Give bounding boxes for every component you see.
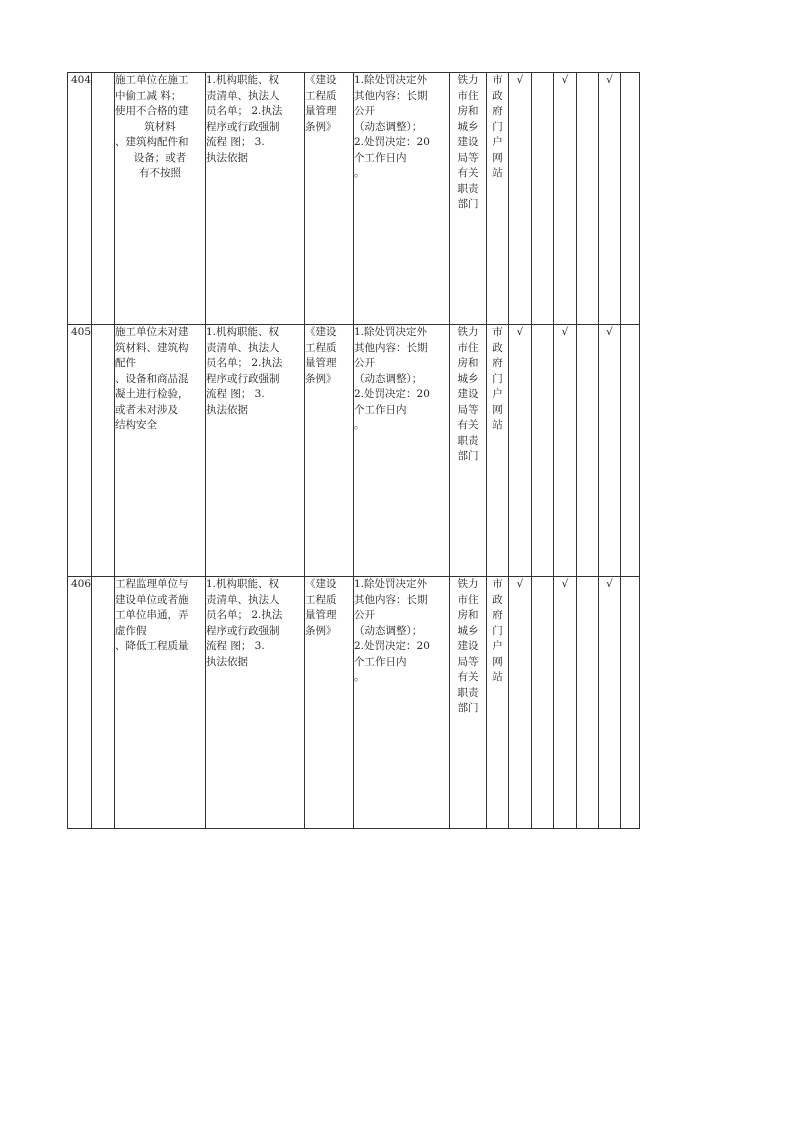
subject_org-line: 局等 bbox=[457, 403, 479, 416]
content-line: 1.机构职能、权 bbox=[206, 74, 280, 86]
check-cell bbox=[621, 325, 640, 577]
subject_org-line: 市住 bbox=[457, 89, 479, 102]
subject-line: 施工单位在施工 bbox=[115, 74, 189, 86]
basis-line: 条例》 bbox=[305, 372, 337, 385]
check-cell: √ bbox=[554, 577, 577, 829]
channel-char: 市 bbox=[492, 578, 503, 590]
subject-line: 设备；或者 bbox=[133, 151, 187, 164]
subject-line: 、降低工程质量 bbox=[115, 640, 189, 652]
content-line: 责清单、执法人 bbox=[206, 89, 280, 102]
basis-line: 条例》 bbox=[305, 120, 337, 133]
check-cell: √ bbox=[509, 325, 532, 577]
period-line: （动态调整）； bbox=[354, 624, 423, 637]
subject-cell bbox=[115, 577, 206, 829]
period-line: 2.处罚决定：20 bbox=[354, 388, 430, 400]
channel-char: 户 bbox=[492, 640, 503, 652]
channel-char: 政 bbox=[492, 341, 503, 354]
channel-char: 网 bbox=[492, 655, 503, 668]
content-line: 流程 图； 3. bbox=[206, 388, 265, 400]
basis-cell bbox=[305, 73, 354, 325]
subject-org-cell bbox=[450, 325, 487, 577]
period-line: 2.处罚决定：20 bbox=[354, 640, 430, 652]
channel-char: 府 bbox=[492, 609, 503, 621]
period-line: 公开 bbox=[354, 105, 375, 117]
content-line: 流程 图； 3. bbox=[206, 640, 265, 652]
content-line: 执法依据 bbox=[206, 655, 248, 668]
subject-line: 虚作假 bbox=[115, 624, 147, 637]
table-row bbox=[68, 577, 640, 829]
content-line: 责清单、执法人 bbox=[206, 341, 280, 354]
channel-cell bbox=[487, 577, 509, 829]
basis-line: 《建设 bbox=[305, 578, 337, 590]
period-line: （动态调整）； bbox=[354, 120, 423, 133]
spacer-cell bbox=[92, 577, 115, 829]
channel-char: 门 bbox=[492, 624, 503, 637]
subject_org-line: 职责 bbox=[457, 182, 479, 195]
subject-line: 筑材料、建筑构 bbox=[115, 341, 189, 354]
basis-line: 工程质 bbox=[305, 593, 337, 606]
period-cell bbox=[354, 73, 450, 325]
subject-line: 有不按照 bbox=[139, 167, 181, 179]
channel-char: 网 bbox=[492, 151, 503, 164]
subject_org-line: 局等 bbox=[457, 655, 479, 668]
period-line: 其他内容：长期 bbox=[354, 593, 428, 606]
subject_org-line: 建设 bbox=[457, 640, 479, 652]
subject-line: 结构安全 bbox=[115, 419, 157, 431]
subject_org-line: 房和 bbox=[457, 609, 479, 621]
content-line: 员名单； 2.执法 bbox=[206, 609, 283, 621]
channel-char: 市 bbox=[492, 326, 503, 338]
subject-line: 工程监理单位与 bbox=[115, 578, 189, 590]
check-cell: √ bbox=[509, 577, 532, 829]
row-number: 406 bbox=[68, 577, 92, 829]
content-line: 1.机构职能、权 bbox=[206, 326, 280, 338]
subject-line: 工单位串通，弄 bbox=[115, 609, 189, 621]
content-line: 1.机构职能、权 bbox=[206, 578, 280, 590]
period-line: 公开 bbox=[354, 357, 375, 369]
content-line: 程序或行政强制 bbox=[206, 372, 280, 385]
spacer-cell bbox=[92, 73, 115, 325]
channel-char: 站 bbox=[492, 167, 503, 179]
period-line: 。 bbox=[354, 419, 365, 431]
basis-line: 工程质 bbox=[305, 89, 337, 102]
subject_org-line: 有关 bbox=[457, 419, 479, 431]
check-cell: √ bbox=[599, 325, 621, 577]
subject_org-line: 局等 bbox=[457, 151, 479, 164]
row-number: 405 bbox=[68, 325, 92, 577]
subject-line: 中偷工减 料； bbox=[115, 89, 182, 102]
check-cell: √ bbox=[599, 577, 621, 829]
table-row bbox=[68, 73, 640, 325]
content-line: 员名单； 2.执法 bbox=[206, 357, 283, 369]
period-cell bbox=[354, 325, 450, 577]
channel-char: 门 bbox=[492, 372, 503, 385]
period-line: 其他内容：长期 bbox=[354, 341, 428, 354]
subject-line: 施工单位未对建 bbox=[115, 326, 189, 338]
disclosure-table bbox=[67, 72, 640, 829]
period-cell bbox=[354, 577, 450, 829]
subject_org-line: 职责 bbox=[457, 686, 479, 699]
subject-line: 筑材料 bbox=[144, 120, 176, 133]
basis-line: 《建设 bbox=[305, 326, 337, 338]
period-line: 个工作日内 bbox=[354, 403, 407, 416]
subject-cell bbox=[115, 325, 206, 577]
content-line: 程序或行政强制 bbox=[206, 120, 280, 133]
subject_org-line: 建设 bbox=[457, 388, 479, 400]
basis-line: 量管理 bbox=[305, 357, 337, 369]
table-row bbox=[68, 325, 640, 577]
subject-line: 配件 bbox=[115, 357, 136, 369]
period-line: 个工作日内 bbox=[354, 151, 407, 164]
content-cell bbox=[206, 577, 305, 829]
subject_org-line: 市住 bbox=[457, 341, 479, 354]
channel-char: 府 bbox=[492, 357, 503, 369]
subject_org-line: 有关 bbox=[457, 671, 479, 683]
period-line: 1.除处罚决定外 bbox=[354, 578, 428, 590]
subject-cell bbox=[115, 73, 206, 325]
row-number: 404 bbox=[68, 73, 92, 325]
channel-char: 政 bbox=[492, 89, 503, 102]
check-cell bbox=[621, 577, 640, 829]
basis-line: 《建设 bbox=[305, 74, 337, 86]
period-line: （动态调整）； bbox=[354, 372, 423, 385]
check-cell: √ bbox=[599, 73, 621, 325]
subject_org-line: 建设 bbox=[457, 136, 479, 148]
channel-char: 站 bbox=[492, 671, 503, 683]
period-line: 其他内容：长期 bbox=[354, 89, 428, 102]
content-line: 流程 图； 3. bbox=[206, 136, 265, 148]
subject_org-line: 城乡 bbox=[457, 624, 479, 637]
period-line: 2.处罚决定：20 bbox=[354, 136, 430, 148]
basis-line: 工程质 bbox=[305, 341, 337, 354]
subject-line: 、建筑构配件和 bbox=[115, 136, 189, 148]
subject-line: 凝土进行检验， bbox=[115, 388, 189, 400]
period-line: 公开 bbox=[354, 609, 375, 621]
subject-line: 或者未对涉及 bbox=[115, 403, 178, 416]
channel-char: 户 bbox=[492, 136, 503, 148]
subject-org-cell bbox=[450, 73, 487, 325]
period-line: 个工作日内 bbox=[354, 655, 407, 668]
channel-text bbox=[492, 73, 504, 182]
subject_org-line: 铁力 bbox=[457, 578, 479, 590]
subject-line: 、设备和商品混 bbox=[115, 372, 189, 385]
subject_org-line: 部门 bbox=[457, 198, 479, 210]
subject-org-cell bbox=[450, 577, 487, 829]
content-cell bbox=[206, 73, 305, 325]
period-line: 。 bbox=[354, 167, 365, 179]
subject_org-line: 有关 bbox=[457, 167, 479, 179]
channel-char: 市 bbox=[492, 74, 503, 86]
check-cell bbox=[577, 73, 599, 325]
subject_org-line: 铁力 bbox=[457, 74, 479, 86]
check-cell bbox=[532, 325, 554, 577]
spacer-cell bbox=[92, 325, 115, 577]
channel-text bbox=[492, 577, 504, 686]
subject-line: 建设单位或者施 bbox=[115, 593, 189, 606]
channel-cell bbox=[487, 73, 509, 325]
check-cell bbox=[532, 73, 554, 325]
content-line: 程序或行政强制 bbox=[206, 624, 280, 637]
basis-cell bbox=[305, 577, 354, 829]
check-cell bbox=[577, 577, 599, 829]
channel-text bbox=[492, 325, 504, 434]
subject_org-line: 市住 bbox=[457, 593, 479, 606]
basis-line: 条例》 bbox=[305, 624, 337, 637]
content-line: 责清单、执法人 bbox=[206, 593, 280, 606]
check-cell bbox=[532, 577, 554, 829]
channel-char: 政 bbox=[492, 593, 503, 606]
channel-char: 站 bbox=[492, 419, 503, 431]
subject_org-line: 房和 bbox=[457, 357, 479, 369]
subject_org-line: 部门 bbox=[457, 450, 479, 462]
subject_org-line: 城乡 bbox=[457, 372, 479, 385]
subject_org-line: 房和 bbox=[457, 105, 479, 117]
subject_org-line: 铁力 bbox=[457, 326, 479, 338]
subject_org-line: 职责 bbox=[457, 434, 479, 447]
period-line: 1.除处罚决定外 bbox=[354, 326, 428, 338]
subject_org-line: 部门 bbox=[457, 702, 479, 714]
content-line: 执法依据 bbox=[206, 151, 248, 164]
channel-char: 户 bbox=[492, 388, 503, 400]
check-cell: √ bbox=[554, 73, 577, 325]
basis-line: 量管理 bbox=[305, 105, 337, 117]
content-line: 员名单； 2.执法 bbox=[206, 105, 283, 117]
channel-cell bbox=[487, 325, 509, 577]
channel-char: 府 bbox=[492, 105, 503, 117]
content-line: 执法依据 bbox=[206, 403, 248, 416]
check-cell: √ bbox=[509, 73, 532, 325]
subject_org-line: 城乡 bbox=[457, 120, 479, 133]
channel-char: 网 bbox=[492, 403, 503, 416]
check-cell bbox=[621, 73, 640, 325]
basis-line: 量管理 bbox=[305, 609, 337, 621]
period-line: 。 bbox=[354, 671, 365, 683]
basis-cell bbox=[305, 325, 354, 577]
check-cell bbox=[577, 325, 599, 577]
period-line: 1.除处罚决定外 bbox=[354, 74, 428, 86]
channel-char: 门 bbox=[492, 120, 503, 133]
content-cell bbox=[206, 325, 305, 577]
check-cell: √ bbox=[554, 325, 577, 577]
subject-line: 使用不合格的建 bbox=[115, 105, 189, 117]
